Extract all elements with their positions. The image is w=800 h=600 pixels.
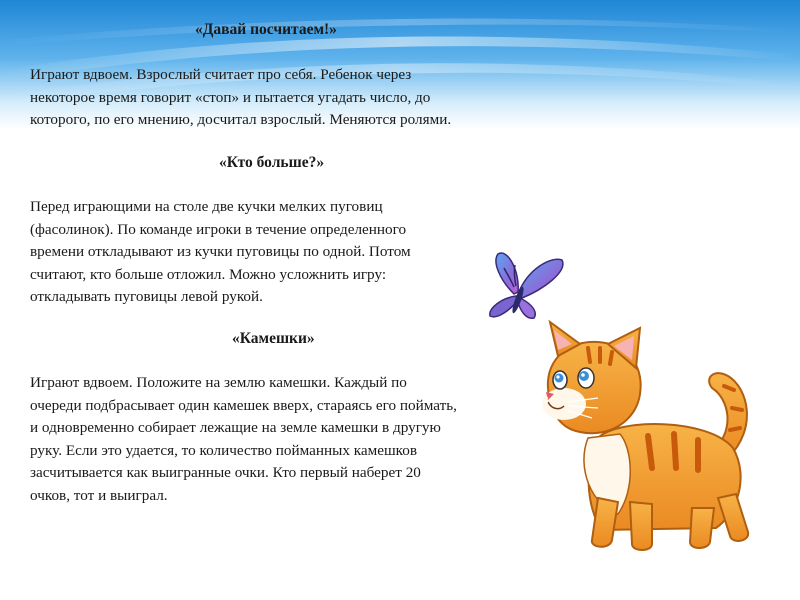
text-line: некоторое время говорит «стоп» и пытается угадать число, до — [30, 88, 431, 106]
text-line: засчитывается как выигранные очки. Кто первый наберет 20 — [30, 464, 421, 481]
section-text-pebbles — [30, 372, 540, 507]
text-line: руку. Если это удается, то количество пойманных камешков — [30, 441, 418, 459]
text-line: и одновременно собирает лежащие на земле камешки в другую — [30, 419, 441, 436]
section-text-count — [30, 64, 540, 132]
text-line: Играют вдвоем. Взрослый считает про себя. Ребенок через — [30, 66, 412, 83]
text-line: которого, по его мнению, досчитал взрослый. Меняются ролями. — [30, 111, 452, 128]
section-text-who-more — [30, 196, 485, 309]
text-line: очков, тот и выиграл. — [30, 486, 168, 504]
section-title-count: «Давай посчитаем!» — [195, 21, 337, 38]
text-line: Перед играющими на столе две кучки мелких пуговиц — [30, 198, 383, 215]
text-line: откладывать пуговицы левой рукой. — [30, 288, 263, 305]
cat-illustration — [528, 318, 790, 558]
text-line: времени откладывают из кучки пуговицы по одной. Потом — [30, 243, 411, 260]
text-line: (фасолинок). По команде игроки в течение определенного — [30, 220, 407, 238]
text-line: очереди подбрасывает один камешек вверх, стараясь его поймать, — [30, 396, 457, 414]
section-title-who-more: «Кто больше?» — [219, 154, 325, 171]
section-title-pebbles: «Камешки» — [232, 330, 315, 347]
text-line: считают, кто больше отложил. Можно усложнить игру: — [30, 265, 387, 283]
text-line: Играют вдвоем. Положите на землю камешки. Каждый по — [30, 374, 407, 391]
